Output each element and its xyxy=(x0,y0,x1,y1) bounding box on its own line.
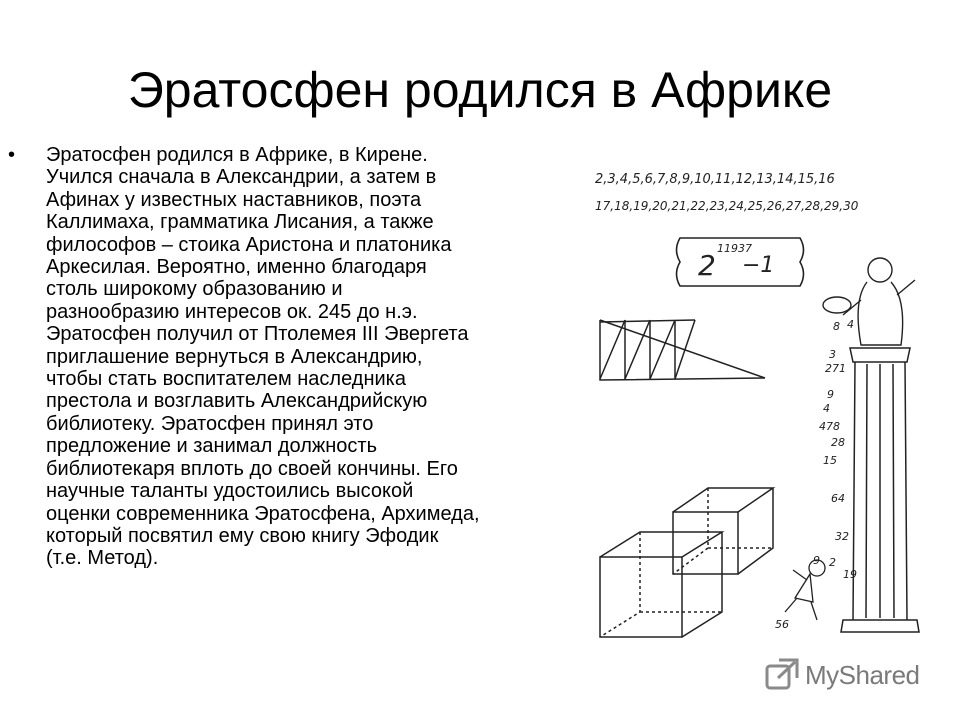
column-drawing xyxy=(841,348,919,632)
falling-number: 478 xyxy=(819,420,840,433)
falling-number: 8 xyxy=(833,320,840,333)
eratosthenes-illustration xyxy=(585,150,960,670)
body-text: Эратосфен родился в Африке, в Кирене. Учился сначала в Александрии, а затем в Афинах у известных наставников, поэта Каллимаха, грамматика Лисания, а также философов – стоика Аристона и платоника Аркесилая. Вероятно, именно благодаря столь широкому образованию и разнообразию интересов ок. 245 до н.э. Эратосфен получил от Птолемея III Эвергета приглашение вернуться в Александрию, чтобы стать воспитателем наследника престола и возглавить Александрийскую библиотеку. Эратосфен принял это предложение и занимал должность библиотекаря вплоть до своей кончины. Его научные таланты удостоились высокой оценки современника Эратосфена, Архимеда, который посвятил ему свою книгу Эфодик (т.е. Метод). xyxy=(46,144,480,570)
formula-exponent: 11937 xyxy=(717,242,752,255)
bullet-dot: • xyxy=(8,144,16,166)
falling-number: 64 xyxy=(831,492,845,505)
falling-number: 9 xyxy=(827,388,834,401)
falling-number: 9 xyxy=(813,554,820,567)
formula-tail: −1 xyxy=(742,253,775,278)
sieve-numbers-row-2: 17,18,19,20,21,22,23,24,25,26,27,28,29,30 xyxy=(595,199,859,213)
falling-number: 4 xyxy=(823,402,830,415)
falling-number: 32 xyxy=(835,530,849,543)
myshared-logo-icon xyxy=(765,658,799,692)
falling-number: 19 xyxy=(843,568,857,581)
sieve-numbers-row-1: 2,3,4,5,6,7,8,9,10,11,12,13,14,15,16 xyxy=(595,172,835,187)
cube-drawing-small xyxy=(673,488,773,574)
falling-child-figure xyxy=(785,560,825,620)
falling-number: 4 xyxy=(847,318,854,331)
watermark xyxy=(765,655,920,695)
falling-number: 2 xyxy=(829,556,836,569)
cube-drawing-large xyxy=(600,532,722,637)
falling-number: 56 xyxy=(775,618,789,631)
falling-number: 15 xyxy=(823,454,837,467)
formula-box xyxy=(677,238,804,286)
formula-base: 2 xyxy=(698,249,716,282)
falling-number: 28 xyxy=(831,436,845,449)
slide-title: Эратосфен родился в Африке xyxy=(127,62,833,118)
falling-numbers xyxy=(775,318,857,631)
falling-number: 271 xyxy=(825,362,846,375)
watermark-text: MyShared xyxy=(805,659,920,690)
divided-triangle-drawing xyxy=(600,320,765,380)
falling-number: 3 xyxy=(829,348,836,361)
